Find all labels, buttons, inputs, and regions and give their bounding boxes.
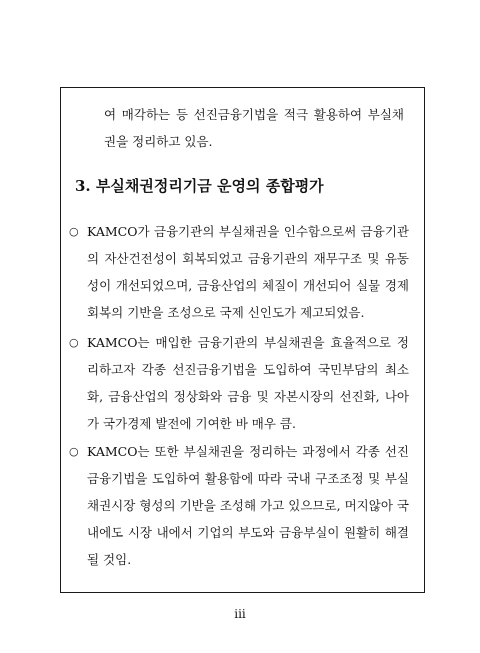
circle-bullet-icon: ○	[69, 445, 79, 458]
bullet-text: KAMCO가 금융기관의 부실채권을 인수함으로써 금융기관의 자산건전성이 회복되었고 금융기관의 재무구조 및 유동성이 개선되었으며, 금융산업의 체질이 개선되어 실물 경제 회복의 기반을 조성으로 국제 신인도가 제고되었음.	[87, 224, 409, 320]
bullet-item	[69, 329, 409, 437]
bullet-text: KAMCO는 또한 부실채권을 정리하는 과정에서 각종 선진금융기법을 도입하여 활용함에 따라 국내 구조조정 및 부실채권시장 형성의 기반을 조성해 가고 있으므로, 머지않아 국내에도 시장 내에서 기업의 부도와 금융부실이 원활히 해결될 것임.	[87, 444, 409, 567]
bullet-text: KAMCO는 매입한 금융기관의 부실채권을 효율적으로 정리하고자 각종 선진금융기법을 도입하여 국민부담의 최소화, 금융산업의 정상화와 금융 및 자본시장의 선진화, 나아가 국가경제 발전에 기여한 바 매우 큼.	[87, 335, 409, 431]
bullet-item	[69, 438, 409, 573]
circle-bullet-icon: ○	[69, 336, 79, 349]
bullet-item	[69, 218, 409, 326]
continuation-paragraph: 여 매각하는 등 선진금융기법을 적극 활용하여 부실채권을 정리하고 있음.	[104, 107, 404, 149]
page-number: iii	[234, 607, 246, 621]
section-heading: 3. 부실채권정리기금 운영의 종합평가	[75, 177, 324, 195]
circle-bullet-icon: ○	[69, 225, 79, 238]
